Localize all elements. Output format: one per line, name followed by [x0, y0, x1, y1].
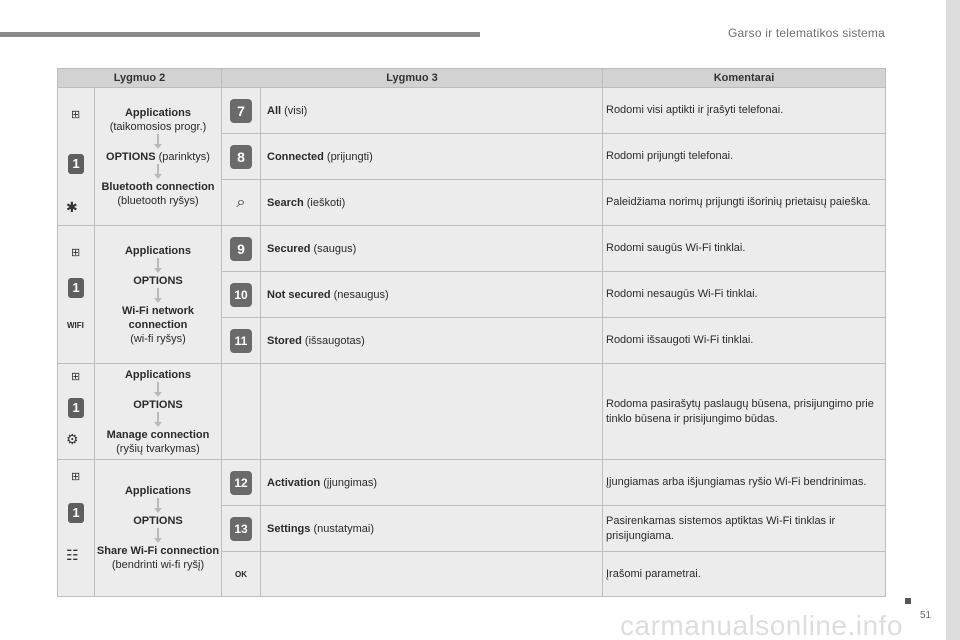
bluetooth-icon: ✱: [66, 199, 78, 215]
level3-translation: (visi): [284, 104, 308, 117]
group-icons-manage: [58, 364, 95, 460]
empty-cell: [261, 552, 603, 597]
level3-cell: [261, 506, 603, 552]
flow-cell: [95, 460, 222, 597]
share-icon: ☷: [66, 547, 79, 563]
down-arrow-icon: [157, 498, 159, 508]
flow-step-translation: (parinktys): [158, 150, 210, 163]
level3-translation: (įjungimas): [323, 476, 378, 489]
level3-label: Search: [267, 196, 304, 209]
number-badge: 10: [230, 283, 252, 307]
number-cell: [222, 460, 261, 506]
flow-step: Applications: [124, 106, 191, 119]
number-badge: 12: [230, 471, 252, 495]
level3-translation: (išsaugotas): [304, 334, 365, 347]
header-comments: Komentarai: [603, 69, 886, 88]
down-arrow-icon: [157, 288, 159, 298]
watermark: carmanualsonline.info: [620, 610, 903, 640]
comment-cell: Įjungiamas arba išjungiamas ryšio Wi-Fi bendrinimas.: [603, 460, 886, 506]
flow-step: OPTIONS: [133, 398, 183, 411]
page-marker-icon: [905, 598, 911, 604]
header-level3: Lygmuo 3: [222, 69, 603, 88]
flow-step-translation: (bendrinti wi-fi ryšį): [111, 559, 205, 571]
step-badge: 1: [68, 503, 84, 523]
flow-step-translation: (taikomosios progr.): [109, 120, 207, 133]
level3-label: Not secured: [267, 288, 331, 301]
level3-translation: (saugus): [313, 242, 357, 255]
number-cell: [222, 134, 261, 180]
flow-step: Bluetooth connection: [101, 180, 215, 193]
flow-step: OPTIONS: [133, 274, 183, 287]
wifi-icon: WIFI: [67, 321, 84, 330]
level3-cell: [261, 134, 603, 180]
level3-label: All: [267, 104, 282, 117]
step-badge: 1: [68, 278, 84, 298]
number-cell: [222, 272, 261, 318]
level3-translation: (nustatymai): [313, 522, 374, 535]
level3-cell: [261, 226, 603, 272]
down-arrow-icon: [157, 382, 159, 392]
number-badge: 13: [230, 517, 252, 541]
number-badge: 7: [230, 99, 252, 123]
group-icons-wifi: [58, 226, 95, 364]
grid-icon: ⊞: [71, 371, 81, 383]
level3-label: Activation: [267, 476, 321, 489]
number-badge: 11: [230, 329, 252, 353]
empty-cell: [261, 364, 603, 460]
level3-cell: [261, 88, 603, 134]
number-cell: [222, 318, 261, 364]
comment-cell: Paleidžiama norimų prijungti išorinių prietaisų paieška.: [603, 180, 886, 226]
comment-cell: Pasirenkamas sistemos aptiktas Wi-Fi tinklas ir prisijungiama.: [603, 506, 886, 552]
number-cell: [222, 88, 261, 134]
flow-cell: [95, 226, 222, 364]
comment-cell: Rodomi visi aptikti ir įrašyti telefonai.: [603, 88, 886, 134]
down-arrow-icon: [157, 164, 159, 174]
flow-step: Applications: [124, 485, 191, 497]
table-row: [58, 460, 886, 506]
settings-table: [57, 68, 886, 597]
table-header-row: [58, 69, 886, 88]
ok-icon: OK: [235, 570, 247, 579]
group-icons-share: [58, 460, 95, 597]
table-row: [58, 88, 886, 134]
number-cell: [222, 506, 261, 552]
table-row: [58, 226, 886, 272]
comment-cell: Rodomi nesaugūs Wi-Fi tinklai.: [603, 272, 886, 318]
flow-step: OPTIONS: [133, 515, 183, 527]
comment-cell: Įrašomi parametrai.: [603, 552, 886, 597]
level3-cell: [261, 318, 603, 364]
flow-step: Share Wi-Fi connection: [96, 545, 220, 557]
level3-translation: (nesaugus): [333, 288, 389, 301]
level3-cell: [261, 460, 603, 506]
settings-icon: ⚙: [66, 431, 79, 447]
flow-step-translation: (wi-fi ryšys): [130, 332, 186, 345]
flow-step: Wi-Fi network connection: [121, 304, 194, 331]
level3-label: Connected: [267, 150, 324, 163]
comment-cell: Rodoma pasirašytų paslaugų būsena, prisijungimo prie tinklo būsena ir prisijungimo būdas.: [603, 364, 886, 460]
table-row: [58, 364, 886, 460]
number-badge: 9: [230, 237, 252, 261]
level3-label: Settings: [267, 522, 311, 535]
page-edge-strip: [946, 0, 960, 640]
flow-step-translation: (ryšių tvarkymas): [116, 442, 200, 455]
down-arrow-icon: [157, 528, 159, 538]
group-icons-bluetooth: [58, 88, 95, 226]
level3-label: Secured: [267, 242, 311, 255]
number-cell: [222, 226, 261, 272]
empty-cell: [222, 364, 261, 460]
search-icon: ⌕: [236, 193, 246, 211]
page-number: 51: [920, 610, 932, 621]
step-badge: 1: [68, 398, 84, 418]
down-arrow-icon: [157, 134, 159, 144]
header-level2: Lygmuo 2: [58, 69, 222, 88]
flow-step: Applications: [124, 244, 191, 257]
level3-label: Stored: [267, 334, 302, 347]
number-badge: 8: [230, 145, 252, 169]
grid-icon: ⊞: [71, 109, 81, 121]
flow-cell: [95, 364, 222, 460]
section-title: Garso ir telematikos sistema: [728, 26, 885, 40]
step-badge: 1: [68, 154, 84, 174]
flow-step: Applications: [124, 368, 191, 381]
level3-translation: (ieškoti): [306, 196, 346, 209]
comment-cell: Rodomi prijungti telefonai.: [603, 134, 886, 180]
level3-cell: [261, 272, 603, 318]
ok-cell: [222, 552, 261, 597]
level3-translation: (prijungti): [326, 150, 373, 163]
flow-step-translation: (bluetooth ryšys): [117, 194, 199, 207]
comment-cell: Rodomi saugūs Wi-Fi tinklai.: [603, 226, 886, 272]
comment-cell: Rodomi išsaugoti Wi-Fi tinklai.: [603, 318, 886, 364]
flow-step: OPTIONS: [106, 150, 156, 163]
flow-cell: [95, 88, 222, 226]
down-arrow-icon: [157, 258, 159, 268]
icon-cell: [222, 180, 261, 226]
flow-step: Manage connection: [106, 428, 210, 441]
down-arrow-icon: [157, 412, 159, 422]
grid-icon: ⊞: [71, 471, 81, 483]
level3-cell: [261, 180, 603, 226]
header-rule: [0, 32, 480, 37]
grid-icon: ⊞: [71, 247, 81, 259]
